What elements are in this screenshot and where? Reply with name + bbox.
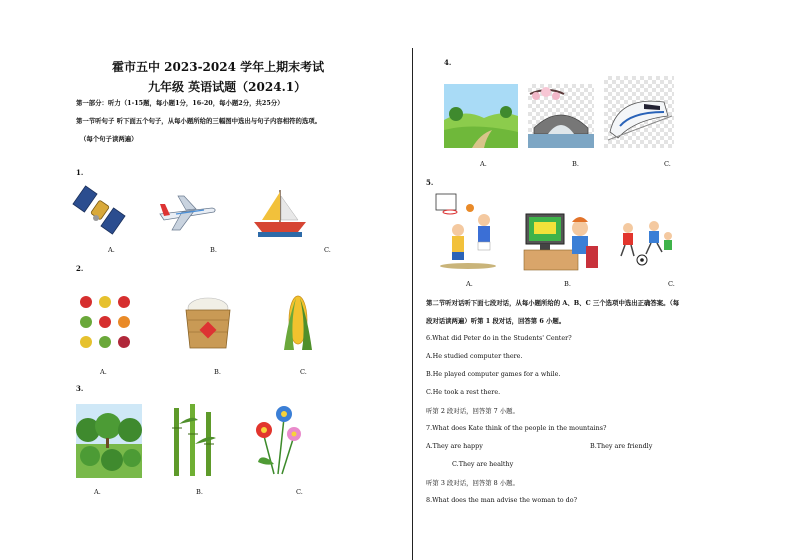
option-label: A. xyxy=(108,246,115,254)
option-label: B. xyxy=(214,368,221,376)
option-label: B. xyxy=(196,488,203,496)
corn-icon xyxy=(276,290,320,356)
listen-instruction-3: 听第 3 段对话，回答第 8 小题。 xyxy=(426,479,519,487)
column-divider xyxy=(412,48,413,560)
option-label: B. xyxy=(572,160,579,168)
flowers-icon xyxy=(250,402,306,478)
bridge-icon xyxy=(528,84,594,148)
option-label: C. xyxy=(300,368,307,376)
option-label: B. xyxy=(210,246,217,254)
option-label: C. xyxy=(296,488,303,496)
section2-instruction-line1: 第二节听对话听下面七段对话，从每小题所给的 A、B、C 三个选项中选出正确答案。（每 xyxy=(426,299,680,307)
rice-basket-icon xyxy=(176,290,240,352)
q7-option-a: A.They are happy xyxy=(426,442,483,450)
section1-note: （每个句子读两遍） xyxy=(80,135,138,143)
bullet-train-icon xyxy=(604,76,674,148)
q7-question: 7.What does Kate think of the people in the mountains? xyxy=(426,424,607,432)
section2-instruction-line2: 段对话读两遍）听第 1 段对话，回答第 6 小题。 xyxy=(426,317,566,325)
option-label: A. xyxy=(480,160,487,168)
exam-subtitle: 九年级 英语试题（2024.1） xyxy=(148,80,307,94)
exam-title: 霍市五中 2023-2024 学年上期末考试 xyxy=(112,60,325,74)
q6-question: 6.What did Peter do in the Students' Center? xyxy=(426,334,572,342)
forest-icon xyxy=(76,404,142,478)
section1-instruction: 第一节听句子 听下面五个句子，从每小题所给的三幅图中选出与句子内容相符的选项。 xyxy=(76,117,322,125)
computer-boy-icon xyxy=(524,210,602,272)
sailboat-icon xyxy=(252,186,308,240)
airplane-icon xyxy=(156,190,218,236)
option-label: A. xyxy=(94,488,101,496)
q8-question: 8.What does the man advise the woman to do? xyxy=(426,496,578,504)
option-label: C. xyxy=(324,246,331,254)
option-label: A. xyxy=(466,280,473,288)
question-number: 5. xyxy=(426,178,434,187)
q7-option-c: C.They are healthy xyxy=(452,460,514,468)
q6-option-a: A.He studied computer there. xyxy=(426,352,523,360)
option-label: B. xyxy=(564,280,571,288)
q6-option-b: B.He played computer games for a while. xyxy=(426,370,561,378)
question-number: 4. xyxy=(444,58,452,67)
q7-option-b: B.They are friendly xyxy=(590,442,653,450)
part1-heading: 第一部分：听力（1-15题，每小题1分，16-20，每小题2分，共25分） xyxy=(76,99,284,107)
question-number: 1. xyxy=(76,168,84,177)
option-label: A. xyxy=(100,368,107,376)
question-number: 3. xyxy=(76,384,84,393)
option-label: C. xyxy=(664,160,671,168)
bamboo-icon xyxy=(162,404,222,478)
satellite-icon xyxy=(76,186,126,238)
question-number: 2. xyxy=(76,264,84,273)
fruits-icon xyxy=(76,292,142,354)
option-label: C. xyxy=(668,280,675,288)
basketball-kids-icon xyxy=(436,192,500,272)
q6-option-c: C.He took a rest there. xyxy=(426,388,501,396)
soccer-kids-icon xyxy=(616,216,676,270)
meadow-icon xyxy=(444,84,518,148)
listen-instruction-2: 听第 2 段对话，回答第 7 小题。 xyxy=(426,407,519,415)
